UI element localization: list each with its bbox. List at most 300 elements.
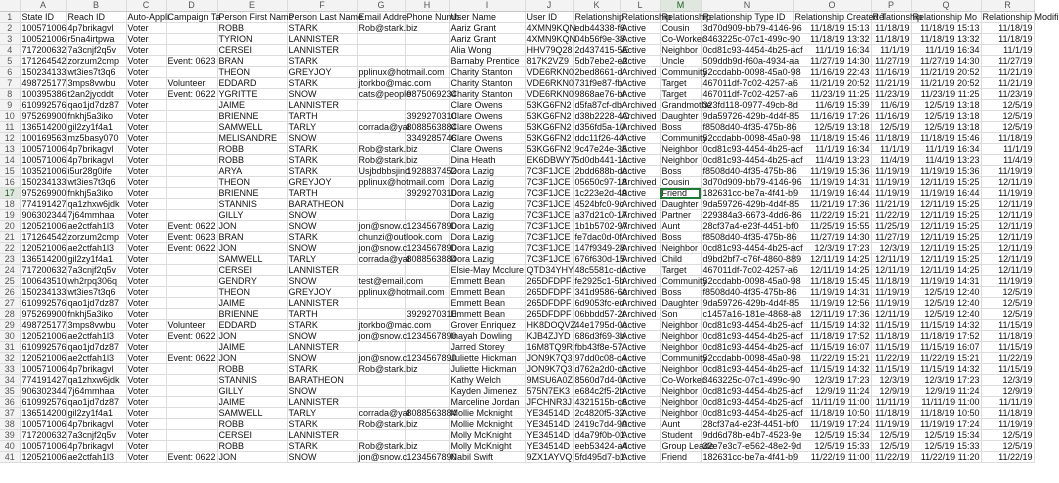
cell[interactable]: 11/25/19 <box>871 221 911 232</box>
row-number[interactable]: 35 <box>0 386 20 397</box>
cell[interactable]: SNOW <box>287 210 357 221</box>
cell[interactable]: d762a2d0-cb <box>574 364 628 374</box>
cell[interactable]: Voter <box>126 144 166 155</box>
cell[interactable]: 100169563 <box>21 133 67 143</box>
cell[interactable]: 11/21/19 <box>981 67 1034 78</box>
cell[interactable]: Dora Lazig <box>449 177 525 188</box>
cell[interactable]: a37d21c0-17 <box>574 210 628 220</box>
cell[interactable]: VDE6RKN0 <box>526 67 575 77</box>
cell[interactable]: 11/18/19 13:32 <box>793 34 871 45</box>
cell[interactable]: 12/5/19 13:18 <box>911 100 981 111</box>
cell[interactable]: 509ddb9d-f60a-4934-aa <box>702 56 800 66</box>
cell[interactable]: 12/5/19 <box>871 441 911 452</box>
cell[interactable]: 53KG6FN2 <box>526 144 572 154</box>
cell[interactable]: Barnaby Prentice <box>449 56 525 67</box>
cell[interactable]: 3463225c-07c1-499c-90 <box>702 34 801 44</box>
cell[interactable]: Boss <box>660 122 701 133</box>
cell[interactable]: corrada@yal <box>358 254 410 264</box>
cell[interactable]: Archived <box>620 122 660 133</box>
cell[interactable]: ROBB <box>217 441 287 452</box>
cell[interactable]: Rob@stark.biz <box>358 144 418 154</box>
cell[interactable]: 11/21/19 <box>871 199 911 210</box>
cell[interactable]: STARK <box>287 441 357 452</box>
cell[interactable]: YGRITTE <box>217 89 287 100</box>
cell[interactable]: Active <box>620 166 660 177</box>
cell[interactable]: 12/11/19 <box>981 177 1034 188</box>
cell[interactable]: 9875069234 <box>406 89 457 99</box>
cell[interactable]: Voter <box>126 122 166 133</box>
cell[interactable]: Active <box>620 419 660 430</box>
cell[interactable]: Event: 0622 <box>167 331 216 341</box>
cell[interactable] <box>166 177 217 188</box>
row-number[interactable]: 40 <box>0 441 20 452</box>
cell[interactable]: 120521006 <box>21 243 67 253</box>
cell[interactable]: 4p7brikagvl <box>66 419 126 430</box>
cell[interactable]: 8560d7d4-0f <box>574 375 626 385</box>
cell[interactable]: Active <box>620 364 660 375</box>
cell[interactable]: qao1jd7dz87 <box>66 342 126 353</box>
cell[interactable]: JAIME <box>217 342 287 353</box>
cell[interactable]: 11/19/19 <box>871 177 911 188</box>
cell[interactable]: 12/11/19 14:25 <box>793 265 871 276</box>
cell[interactable] <box>166 386 217 397</box>
cell[interactable]: 12/5/19 <box>981 287 1034 298</box>
cell[interactable]: Voter <box>126 265 166 276</box>
cell[interactable] <box>166 100 217 111</box>
column-header-O[interactable]: O <box>793 0 871 12</box>
cell[interactable]: Voter <box>126 199 166 210</box>
cell[interactable]: 0cd81c93-4454-4b25-acf <box>702 155 803 165</box>
cell[interactable]: Voter <box>126 89 166 100</box>
column-title-cell[interactable]: Campaign Ta <box>167 12 221 22</box>
cell[interactable]: VDE6RKN0 <box>526 78 575 88</box>
cell[interactable]: Active <box>620 353 660 364</box>
cell[interactable]: Archived <box>620 210 660 221</box>
cell[interactable]: Daughter <box>660 298 701 309</box>
cell[interactable]: CERSEI <box>217 430 287 441</box>
cell[interactable]: 8088563884 <box>406 408 457 418</box>
column-header-L[interactable]: L <box>620 0 660 12</box>
cell[interactable]: 12/3/19 17:23 <box>793 243 871 254</box>
row-number[interactable]: 11 <box>0 122 20 133</box>
cell[interactable]: ROBB <box>217 144 287 155</box>
cell[interactable]: Voter <box>126 34 166 45</box>
cell[interactable]: jon@snow.c <box>358 221 408 231</box>
cell[interactable] <box>357 386 405 397</box>
cell[interactable]: Community <box>661 276 708 286</box>
cell[interactable]: 6d9053fc-ed <box>574 298 625 308</box>
cell[interactable]: Voter <box>126 397 166 408</box>
cell[interactable]: 12/5/19 15:34 <box>793 430 871 441</box>
cell[interactable]: Target <box>660 265 701 276</box>
cell[interactable]: BARATHEON <box>287 199 357 210</box>
cell[interactable]: 11/19/19 17:24 <box>911 419 981 430</box>
cell[interactable]: KJB4ZJYD <box>525 331 573 342</box>
cell[interactable]: 0cd81c93-4454-4b25-acf <box>702 408 803 418</box>
cell[interactable]: 11/19/19 <box>981 276 1034 287</box>
cell[interactable]: 12/9/19 11:24 <box>911 386 981 397</box>
cell[interactable]: Voter <box>126 353 166 364</box>
cell[interactable]: Voter <box>126 100 166 111</box>
cell[interactable]: 28cf37a4-e23f-4451-bf0 <box>702 221 799 231</box>
cell[interactable]: 9MSU6A0Z <box>526 375 574 385</box>
cell[interactable]: qao1jd7dz87 <box>66 397 126 408</box>
row-number[interactable]: 15 <box>0 166 20 177</box>
cell[interactable]: Voter <box>126 56 166 67</box>
row-number[interactable]: 6 <box>0 67 20 78</box>
cell[interactable]: 5db7ebe2-e2 <box>574 56 628 66</box>
cell[interactable]: 265DFDPF <box>526 276 572 286</box>
cell[interactable]: 731f9e87-fb <box>574 78 623 88</box>
cell[interactable]: 11/18/19 10:50 <box>911 408 981 419</box>
cell[interactable]: Active <box>620 23 660 34</box>
cell[interactable]: TARTH <box>287 111 357 122</box>
cell[interactable]: 12/5/19 <box>981 309 1034 320</box>
cell[interactable]: 11/1/19 16:34 <box>911 144 981 155</box>
cell[interactable]: Neighbor <box>660 155 701 166</box>
cell[interactable]: 12/5/19 15:33 <box>793 441 871 452</box>
row-number[interactable]: 41 <box>0 452 20 463</box>
cell[interactable]: 12/11/19 <box>871 265 911 276</box>
cell[interactable]: 11/22/19 15:21 <box>793 210 871 221</box>
cell[interactable]: 12/5/19 <box>981 298 1034 309</box>
cell[interactable]: 11/23/19 <box>981 89 1034 100</box>
cell[interactable]: 11/27/19 14:30 <box>793 56 871 67</box>
cell[interactable]: 11/23/19 11:25 <box>793 89 871 100</box>
column-header-R[interactable]: R <box>981 0 1034 12</box>
cell[interactable]: zorzum2cmp <box>66 56 126 67</box>
cell[interactable]: Neighbor <box>660 397 701 408</box>
cell[interactable]: Event: 0622 <box>167 452 216 462</box>
cell[interactable]: Emmett Bean <box>449 309 525 320</box>
row-number[interactable]: 13 <box>0 144 20 155</box>
cell[interactable]: 11/18/19 <box>871 408 911 419</box>
cell[interactable]: 53KG6FN2 <box>526 133 572 143</box>
cell[interactable]: 906302344 <box>21 210 67 220</box>
row-number[interactable]: 22 <box>0 243 20 254</box>
cell[interactable]: SNOW <box>287 133 357 144</box>
cell[interactable]: Active <box>620 452 660 463</box>
cell[interactable]: Voter <box>126 155 166 166</box>
cell[interactable]: Voter <box>126 67 166 78</box>
cell[interactable]: 12/11/19 15:25 <box>911 254 981 265</box>
cell[interactable]: 04b56f9e-38 <box>574 34 626 44</box>
cell[interactable]: 9da59726-429b-4d4f-85 <box>702 199 800 209</box>
cell[interactable] <box>166 111 217 122</box>
cell[interactable]: Voter <box>126 320 166 331</box>
cell[interactable]: 11/1/19 16:34 <box>793 45 871 56</box>
cell[interactable]: GILLY <box>217 386 287 397</box>
row-number[interactable]: 16 <box>0 177 20 188</box>
row-number[interactable]: 17 <box>0 188 20 199</box>
cell[interactable]: 100571006 <box>21 441 67 451</box>
cell[interactable]: Voter <box>126 309 166 320</box>
cell[interactable]: 11/16/19 17:26 <box>793 111 871 122</box>
cell[interactable] <box>357 375 405 386</box>
cell[interactable]: 11/27/19 <box>981 56 1034 67</box>
cell[interactable]: wt3ies7t3q6 <box>66 287 126 298</box>
cell[interactable]: f8508d40-4f35-475b-86 <box>702 287 797 297</box>
cell[interactable]: 11/11/19 11:00 <box>793 397 871 408</box>
cell[interactable]: Kathy Welch <box>449 375 525 386</box>
cell[interactable]: 12/11/19 17:36 <box>793 309 871 320</box>
cell[interactable]: 9ZX1AYVQ <box>526 452 573 462</box>
cell[interactable]: 100521006 <box>21 34 67 44</box>
cell[interactable]: pplinux@hotmail.com <box>358 177 445 187</box>
cell[interactable]: ae2ctfah1l3 <box>66 452 126 463</box>
row-number[interactable]: 8 <box>0 89 20 100</box>
cell[interactable] <box>405 386 449 397</box>
cell[interactable]: 53KG6FN2 <box>526 111 572 121</box>
cell[interactable]: Dora Lazig <box>449 254 525 265</box>
row-number[interactable]: 26 <box>0 287 20 298</box>
cell[interactable]: STARK <box>287 320 357 331</box>
cell[interactable]: Cousin <box>660 23 701 34</box>
cell[interactable]: Community <box>661 353 708 363</box>
cell[interactable]: 11/15/19 14:32 <box>911 364 981 375</box>
row-number[interactable]: 36 <box>0 397 20 408</box>
cell[interactable]: Student <box>660 430 701 441</box>
cell[interactable]: SNOW <box>287 353 357 364</box>
cell[interactable]: jtorkbo@mac.com <box>358 78 432 88</box>
cell[interactable]: LANNISTER <box>287 45 357 56</box>
cell[interactable]: 12/11/19 15:25 <box>911 199 981 210</box>
cell[interactable]: SNOW <box>287 243 357 254</box>
cell[interactable]: Active <box>620 265 660 276</box>
cell[interactable]: JON9K7Q3 <box>526 364 573 374</box>
cell[interactable]: 717200632 <box>21 265 67 275</box>
row-number[interactable]: 31 <box>0 342 20 353</box>
cell[interactable] <box>166 430 217 441</box>
cell[interactable]: YE34514D <box>525 430 573 441</box>
cell[interactable]: 120521006 <box>21 353 67 363</box>
row-number[interactable]: 28 <box>0 309 20 320</box>
cell[interactable]: 11/22/19 <box>871 452 911 463</box>
cell[interactable]: 97dd0c08-c4 <box>574 353 627 363</box>
cell[interactable]: pplinux@hotmail.com <box>358 287 445 297</box>
cell[interactable]: Voter <box>126 419 166 430</box>
cell[interactable]: Voter <box>126 45 166 56</box>
cell[interactable]: JON <box>217 221 287 232</box>
column-header-Q[interactable]: Q <box>911 0 981 12</box>
cell[interactable] <box>166 199 217 210</box>
cell[interactable]: EDDARD <box>217 78 287 89</box>
cell[interactable]: HK8DOQVZ <box>526 320 577 330</box>
cell[interactable]: fnkhj5a3iko <box>66 111 126 122</box>
cell[interactable]: Voter <box>126 78 166 89</box>
cell[interactable] <box>166 67 217 78</box>
cell[interactable]: BRAN <box>217 232 287 243</box>
cell[interactable]: 11/4/19 <box>871 155 911 166</box>
cell[interactable]: 12/5/19 <box>981 100 1034 111</box>
cell[interactable]: Active <box>620 408 660 419</box>
cell[interactable] <box>405 210 449 221</box>
cell[interactable]: 7a3cnjf2q5v <box>66 265 126 276</box>
cell[interactable] <box>166 298 217 309</box>
cell[interactable]: 147f9349-28 <box>574 243 626 253</box>
cell[interactable]: 11/19/19 16:44 <box>793 188 871 199</box>
cell[interactable]: STARK <box>287 56 357 67</box>
cell[interactable]: 182631cc-be7a-4f41-b9 <box>702 452 799 462</box>
cell[interactable]: QTD34YHY <box>526 265 575 275</box>
cell[interactable]: Child <box>660 254 701 265</box>
cell[interactable]: 11/1/19 16:34 <box>793 144 871 155</box>
cell[interactable]: 11/18/19 17:52 <box>793 331 871 342</box>
column-header-G[interactable]: G <box>357 0 405 12</box>
cell[interactable]: Active <box>620 89 660 100</box>
cell[interactable] <box>166 265 217 276</box>
cell[interactable]: Dora Lazig <box>449 210 525 221</box>
cell[interactable]: 0cd81c93-4454-4b25-acf <box>702 386 803 396</box>
cell[interactable]: i5ur28g0ife <box>66 166 126 177</box>
cell[interactable]: Neighbor <box>660 408 701 419</box>
cell[interactable]: BRIENNE <box>217 111 287 122</box>
cell[interactable]: 11/19/19 <box>871 419 911 430</box>
cell[interactable]: 11/19/19 14:31 <box>793 177 871 188</box>
cell[interactable]: 11/18/19 15:46 <box>793 133 871 144</box>
column-title-cell[interactable]: Person Last Name <box>288 12 364 22</box>
cell[interactable]: 12/11/19 15:25 <box>911 243 981 254</box>
cell[interactable]: 1234567890 <box>406 331 457 341</box>
cell[interactable]: 4XMN9KQN <box>526 34 577 44</box>
cell[interactable]: 3mps8vwbu <box>66 78 126 89</box>
cell[interactable]: Juliette Hickman <box>449 364 525 375</box>
cell[interactable]: 12/5/19 <box>981 111 1034 122</box>
cell[interactable]: 8088563884 <box>406 254 457 264</box>
cell[interactable]: ae2ctfah1l3 <box>66 331 126 342</box>
cell[interactable]: 11/18/19 15:13 <box>793 23 871 34</box>
cell[interactable]: 12/11/19 15:25 <box>911 177 981 188</box>
cell[interactable]: 7a3cnjf2q5v <box>66 430 126 441</box>
cell[interactable]: qao1jd7dz87 <box>66 100 126 111</box>
cell[interactable]: 4p7brikagvl <box>66 364 126 375</box>
cell[interactable]: 11/6/19 <box>871 100 911 111</box>
cell[interactable] <box>166 254 217 265</box>
cell[interactable]: Clare Owens <box>449 122 525 133</box>
cell[interactable]: Dora Lazig <box>449 243 525 254</box>
column-header-K[interactable]: K <box>573 0 620 12</box>
cell[interactable]: Aariz Grant <box>449 34 525 45</box>
cell[interactable]: Grandmothe <box>661 100 712 110</box>
cell[interactable]: fbb43f8e-57 <box>574 342 623 352</box>
cell[interactable]: Active <box>620 56 660 67</box>
cell[interactable]: Molly McKnight <box>449 441 525 452</box>
cell[interactable]: Event: 0622 <box>167 221 216 231</box>
cell[interactable]: 12/11/19 <box>981 210 1034 221</box>
cell[interactable] <box>357 34 405 45</box>
cell[interactable]: corrada@yal <box>358 408 410 418</box>
cell[interactable]: Friend <box>660 452 701 463</box>
column-title-cell[interactable]: Email Addre <box>358 12 408 22</box>
cell[interactable]: 11/23/19 <box>871 89 911 100</box>
cell[interactable]: 11/21/19 20:52 <box>911 67 981 78</box>
cell[interactable]: Inayah Dowling <box>449 331 525 342</box>
cell[interactable]: TARLY <box>287 408 357 419</box>
cell[interactable]: 2419c7d4-90 <box>574 419 628 429</box>
cell[interactable]: 4524bfc0-9c <box>574 199 625 209</box>
cell[interactable]: Dina Heath <box>449 155 525 166</box>
cell[interactable]: JON9K7Q3 <box>526 353 573 363</box>
cell[interactable]: 11/1/19 <box>981 45 1034 56</box>
cell[interactable]: 2c4820f5-32 <box>574 408 625 418</box>
cell[interactable]: pplinux@hotmail.com <box>358 67 445 77</box>
cell[interactable]: 12/11/19 14:25 <box>793 254 871 265</box>
cell[interactable]: 7C3F1JCE <box>525 243 573 254</box>
cell[interactable] <box>357 265 405 276</box>
cell[interactable]: Archived <box>620 199 660 210</box>
row-number[interactable]: 38 <box>0 419 20 430</box>
cell[interactable]: 4p7brikagvl <box>66 23 126 34</box>
column-title-cell[interactable]: State ID <box>20 12 66 23</box>
cell[interactable]: 12/11/19 14:25 <box>911 265 981 276</box>
cell[interactable]: Uncle <box>660 56 701 67</box>
cell[interactable]: d9bd2bf7-c76f-4860-889 <box>702 254 802 264</box>
cell[interactable]: Usjbdbbsjind <box>358 166 411 176</box>
cell[interactable] <box>357 309 405 320</box>
cell[interactable]: 12/5/19 15:34 <box>911 430 981 441</box>
cell[interactable]: ROBB <box>217 155 287 166</box>
cell[interactable]: r5na4irtpwa <box>66 34 126 45</box>
column-title-cell[interactable]: Relationship Modifi <box>982 12 1059 22</box>
cell[interactable] <box>405 375 449 386</box>
cell[interactable]: 3349285746 <box>406 133 457 143</box>
cell[interactable]: Voter <box>126 375 166 386</box>
cell[interactable]: ae2ctfah1l3 <box>66 353 126 364</box>
cell[interactable]: YE34514D <box>525 408 573 419</box>
cell[interactable]: 11/22/19 15:21 <box>911 353 981 364</box>
cell[interactable]: 53KG6FN2 <box>526 100 572 110</box>
cell[interactable]: d38b2228-4C <box>574 111 630 121</box>
cell[interactable] <box>166 287 217 298</box>
cell[interactable]: Voter <box>126 441 166 452</box>
cell[interactable]: 32e7e3c7-e562-48e2-9d <box>702 441 802 451</box>
cell[interactable]: c1457a16-181e-4868-a8 <box>702 309 802 319</box>
cell[interactable]: Charity Stanton <box>449 78 525 89</box>
cell[interactable]: 11/27/19 <box>871 56 911 67</box>
cell[interactable]: 11/15/19 <box>871 320 911 331</box>
cell[interactable]: 52ccdabb-0098-45a0-98 <box>702 133 801 143</box>
cell[interactable] <box>405 430 449 441</box>
column-title-cell[interactable]: User ID <box>525 12 573 23</box>
cell[interactable]: Archived <box>620 276 660 287</box>
cell[interactable]: 11/21/19 <box>981 78 1034 89</box>
cell[interactable]: 676f630d-15 <box>574 254 626 264</box>
cell[interactable]: Archived <box>620 67 660 78</box>
cell[interactable]: 12/9/19 <box>981 386 1034 397</box>
cell[interactable]: 12/5/19 <box>871 122 911 133</box>
cell[interactable]: Voter <box>126 254 166 265</box>
cell[interactable]: 11/19/19 14:31 <box>793 287 871 298</box>
cell[interactable]: 3463225c-07c1-499c-90 <box>702 375 801 385</box>
cell[interactable]: Archived <box>620 243 660 254</box>
cell[interactable] <box>405 342 449 353</box>
cell[interactable]: 12/3/19 17:23 <box>911 375 981 386</box>
cell[interactable]: ddc11f26-44 <box>574 133 624 143</box>
cell[interactable]: 717200632 <box>21 45 67 55</box>
cell[interactable]: 0cd81c93-4454-4b25-acf <box>702 331 803 341</box>
cell[interactable] <box>405 34 449 45</box>
cell[interactable]: HHV79Q28 <box>526 45 573 55</box>
row-number[interactable]: 20 <box>0 221 20 232</box>
cell[interactable]: SAMWELL <box>217 122 287 133</box>
cell[interactable]: 11/6/19 15:39 <box>793 100 871 111</box>
cell[interactable]: 3929270310 <box>406 111 457 121</box>
row-number[interactable]: 27 <box>0 298 20 309</box>
cell[interactable]: 7C3F1JCE <box>525 177 573 188</box>
cell[interactable]: Voter <box>126 111 166 122</box>
cell[interactable] <box>357 342 405 353</box>
cell[interactable]: Archived <box>620 287 660 298</box>
